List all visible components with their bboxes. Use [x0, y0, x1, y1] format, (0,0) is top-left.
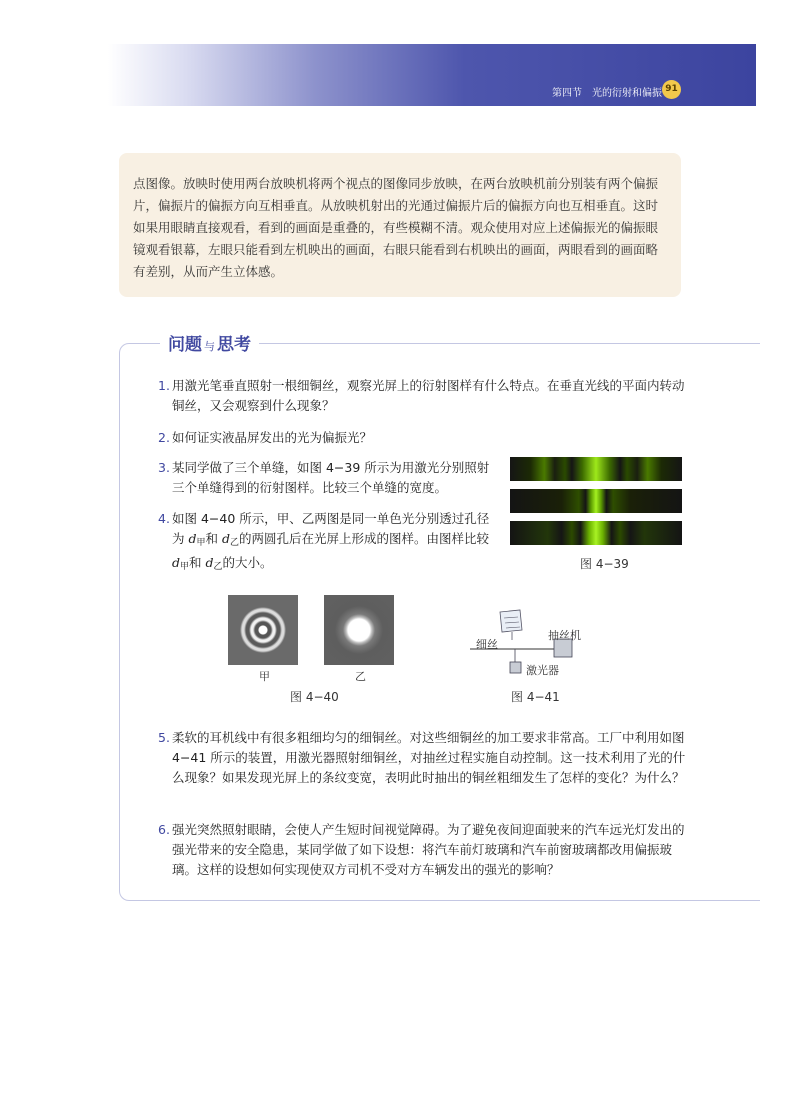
subscript-yi: 乙 [230, 538, 240, 548]
d-symbol: d [188, 531, 197, 546]
fig39-strip-2 [510, 489, 682, 513]
light-screen-icon [500, 610, 522, 632]
question-number: 2. [158, 430, 170, 445]
fig40-jia-pattern [228, 595, 298, 665]
title-part2: 思考 [217, 335, 251, 355]
question-text: 强光突然照射眼睛，会使人产生短时间视觉障碍。为了避免夜间迎面驶来的汽车远光灯发出的强光带来的安全隐患，某同学做了如下设想：将汽车前灯玻璃和汽车前窗玻璃都改用偏振玻璃。这样的设想如何实现使双方司机不受对方车辆发出的强光的影响？ [172, 822, 685, 877]
fig39-strip-3 [510, 521, 682, 545]
page-number-badge: 91 [662, 80, 681, 99]
fig39-strip-1 [510, 457, 682, 481]
section-title [160, 330, 259, 355]
note-text: 点图像。放映时使用两台放映机将两个视点的图像同步放映，在两台放映机前分别装有两个偏振片，偏振片的偏振方向互相垂直。从放映机射出的光通过偏振片后的偏振方向也互相垂直。这时如果用眼睛直接观看，看到的画面是重叠的，有些模糊不清。观众使用对应上述偏振光的偏振眼镜观看银幕，左眼只能看到左机映出的画面，右眼只能看到右机映出的画面，两眼看到的画面略有差别，从而产生立体感。 [133, 176, 659, 279]
fig41-label-wire: 细丝 [476, 638, 498, 651]
laser-icon [510, 662, 521, 673]
question-text: 如何证实液晶屏发出的光为偏振光？ [172, 430, 373, 445]
question-number: 5. [158, 730, 170, 745]
fig40-label-yi: 乙 [355, 670, 366, 683]
subscript-jia: 甲 [196, 538, 206, 548]
reading-note-box [119, 153, 681, 297]
section-header: 第四节 光的衍射和偏振 [552, 88, 662, 99]
q4-tail: 的大小。 [222, 555, 273, 570]
fig41-label-puller: 抽丝机 [548, 629, 581, 642]
d-symbol: d [172, 555, 181, 570]
question-1 [158, 376, 690, 416]
question-5 [158, 728, 692, 788]
question-number: 1. [158, 378, 170, 393]
q4-mid: 和 [205, 531, 222, 546]
question-number: 3. [158, 460, 170, 475]
questions-frame [119, 343, 760, 901]
fig40-caption: 图 4−40 [290, 690, 339, 704]
fig41-label-laser: 激光器 [526, 664, 559, 677]
question-number: 6. [158, 822, 170, 837]
d-symbol: d [222, 531, 231, 546]
q4-pre: 如图 4−40 所示，甲、乙两图是同一单色光分别透过孔径为 [172, 511, 490, 546]
question-6 [158, 820, 692, 880]
fig41-caption: 图 4−41 [511, 690, 560, 704]
q4-and: 和 [189, 555, 206, 570]
fig39-caption: 图 4−39 [580, 557, 629, 571]
question-text: 用激光笔垂直照射一根细铜丝，观察光屏上的衍射图样有什么特点。在垂直光线的平面内转动铜丝，又会观察到什么现象？ [172, 378, 685, 413]
question-2 [158, 428, 690, 448]
fig40-yi-pattern [324, 595, 394, 665]
question-text: 某同学做了三个单缝，如图 4−39 所示为用激光分别照射三个单缝得到的衍射图样。比较三个单缝的宽度。 [172, 460, 490, 495]
question-text: 柔软的耳机线中有很多粗细均匀的细铜丝。对这些细铜丝的加工要求非常高。工厂中利用如图 4−41 所示的装置，用激光器照射细铜丝，对抽丝过程实施自动控制。这一技术利用了光的什么现象？如果发现光屏上的条纹变宽，表明此时抽出的铜丝粗细发生了怎样的变化？为什么？ [172, 730, 686, 785]
question-number: 4. [158, 511, 170, 526]
title-joiner: 与 [204, 340, 215, 353]
q4-post: 的两圆孔后在光屏上形成的图样。由图样比较 [239, 531, 490, 546]
d-symbol: d [205, 555, 214, 570]
subscript-yi: 乙 [213, 562, 223, 572]
question-3 [158, 458, 497, 498]
title-part1: 问题 [168, 335, 202, 355]
fig40-label-jia: 甲 [259, 670, 270, 683]
subscript-jia: 甲 [180, 562, 190, 572]
question-4 [158, 509, 497, 577]
